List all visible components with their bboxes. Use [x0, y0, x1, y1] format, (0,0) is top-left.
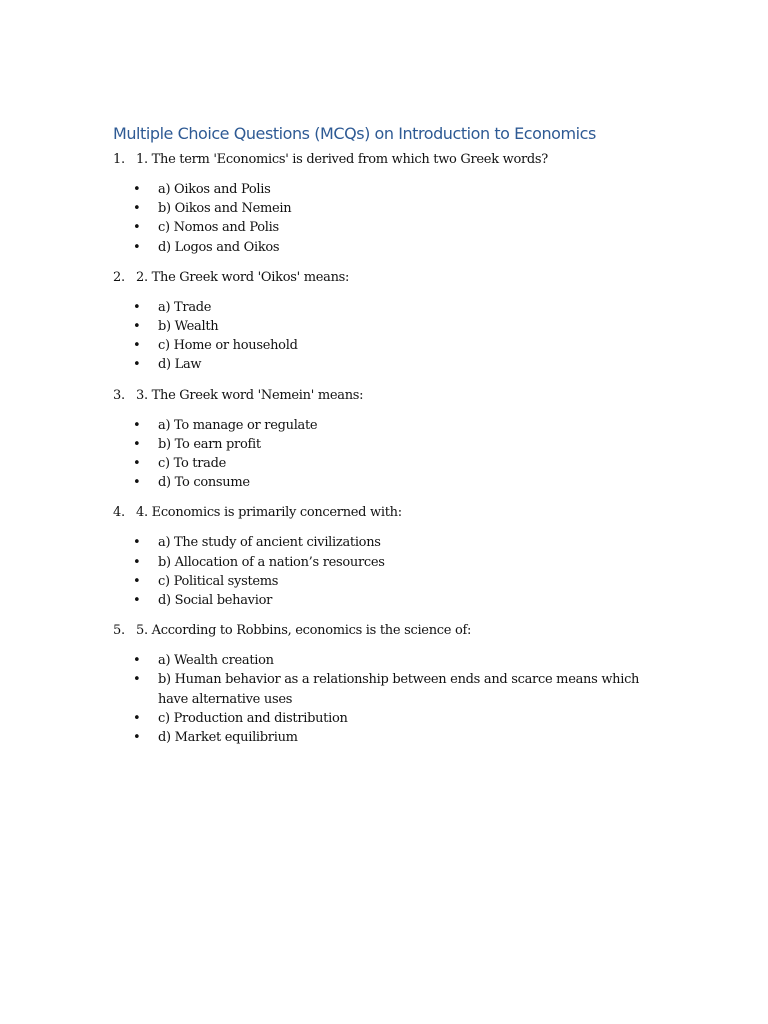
question-text: 3. The Greek word 'Nemein' means:: [136, 387, 364, 403]
question-list: [113, 150, 653, 758]
option-item: [113, 180, 653, 199]
question-item: [113, 503, 653, 610]
option-item: [113, 553, 653, 572]
option-item: [113, 670, 653, 708]
option-text: c) Home or household: [158, 338, 298, 354]
question-number: 3.: [113, 387, 125, 403]
question-number: 5.: [113, 623, 125, 639]
option-list: [113, 416, 653, 493]
bullet-icon: •: [133, 182, 141, 197]
option-text: b) Wealth: [158, 319, 219, 335]
option-item: [113, 336, 653, 355]
bullet-icon: •: [133, 456, 141, 472]
bullet-icon: •: [133, 593, 141, 609]
bullet-icon: •: [133, 239, 141, 255]
question-number: 4.: [113, 505, 125, 521]
bullet-icon: •: [133, 653, 141, 669]
bullet-icon: •: [133, 535, 141, 551]
bullet-icon: •: [133, 338, 141, 354]
bullet-icon: •: [133, 201, 141, 217]
bullet-icon: •: [133, 319, 141, 335]
question-line: [113, 621, 653, 640]
option-text: b) Oikos and Nemein: [158, 201, 292, 217]
bullet-icon: •: [133, 436, 141, 452]
question-item: [113, 150, 653, 257]
option-list: [113, 651, 653, 747]
bullet-icon: •: [133, 475, 141, 491]
option-item: [113, 199, 653, 218]
bullet-icon: •: [133, 730, 141, 746]
question-item: [113, 621, 653, 747]
option-text: d) Social behavior: [158, 593, 273, 609]
option-item: [113, 728, 653, 747]
bullet-icon: •: [133, 417, 141, 433]
option-list: [113, 533, 653, 610]
option-item: [113, 454, 653, 473]
option-item: [113, 591, 653, 610]
option-list: [113, 180, 653, 257]
option-item: [113, 238, 653, 257]
question-line: [113, 150, 653, 169]
option-text: a) Wealth creation: [158, 653, 274, 669]
option-item: [113, 473, 653, 492]
bullet-icon: •: [133, 299, 141, 315]
option-text: c) Production and distribution: [158, 710, 348, 726]
question-item: [113, 268, 653, 375]
question-line: [113, 503, 653, 522]
question-line: [113, 268, 653, 287]
option-text: d) To consume: [158, 475, 250, 491]
option-text: a) The study of ancient civilizations: [158, 535, 381, 551]
option-item: [113, 709, 653, 728]
option-text: c) Political systems: [158, 573, 279, 589]
option-text: d) Logos and Oikos: [158, 239, 280, 255]
bullet-icon: •: [133, 573, 141, 589]
option-item: [113, 435, 653, 454]
bullet-icon: •: [133, 554, 141, 570]
question-text: 4. Economics is primarily concerned with:: [136, 505, 402, 521]
option-text: b) Human behavior as a relationship between ends and scarce means which have alternative uses: [158, 672, 640, 707]
option-item: [113, 298, 653, 317]
option-item: [113, 572, 653, 591]
question-number: 2.: [113, 269, 125, 285]
option-item: [113, 317, 653, 336]
option-text: c) To trade: [158, 456, 227, 472]
bullet-icon: •: [133, 710, 141, 726]
option-item: [113, 416, 653, 435]
option-item: [113, 218, 653, 237]
question-line: [113, 386, 653, 405]
option-text: d) Market equilibrium: [158, 730, 298, 746]
option-text: d) Law: [158, 357, 202, 373]
option-item: [113, 533, 653, 552]
option-text: c) Nomos and Polis: [158, 220, 279, 236]
bullet-icon: •: [133, 357, 141, 373]
question-text: 2. The Greek word 'Oikos' means:: [136, 269, 350, 285]
bullet-icon: •: [133, 672, 141, 688]
document-title: Multiple Choice Questions (MCQs) on Introduction to Economics: [113, 124, 596, 143]
option-text: a) To manage or regulate: [158, 417, 318, 433]
question-text: 1. The term 'Economics' is derived from which two Greek words?: [136, 152, 548, 167]
question-item: [113, 386, 653, 493]
option-item: [113, 651, 653, 670]
option-text: b) Allocation of a nation’s resources: [158, 554, 385, 570]
option-text: a) Trade: [158, 299, 212, 315]
bullet-icon: •: [133, 220, 141, 236]
option-list: [113, 298, 653, 375]
question-text: 5. According to Robbins, economics is the science of:: [136, 623, 472, 639]
option-text: a) Oikos and Polis: [158, 182, 271, 197]
option-item: [113, 355, 653, 374]
option-text: b) To earn profit: [158, 436, 261, 452]
question-number: 1.: [113, 152, 125, 167]
